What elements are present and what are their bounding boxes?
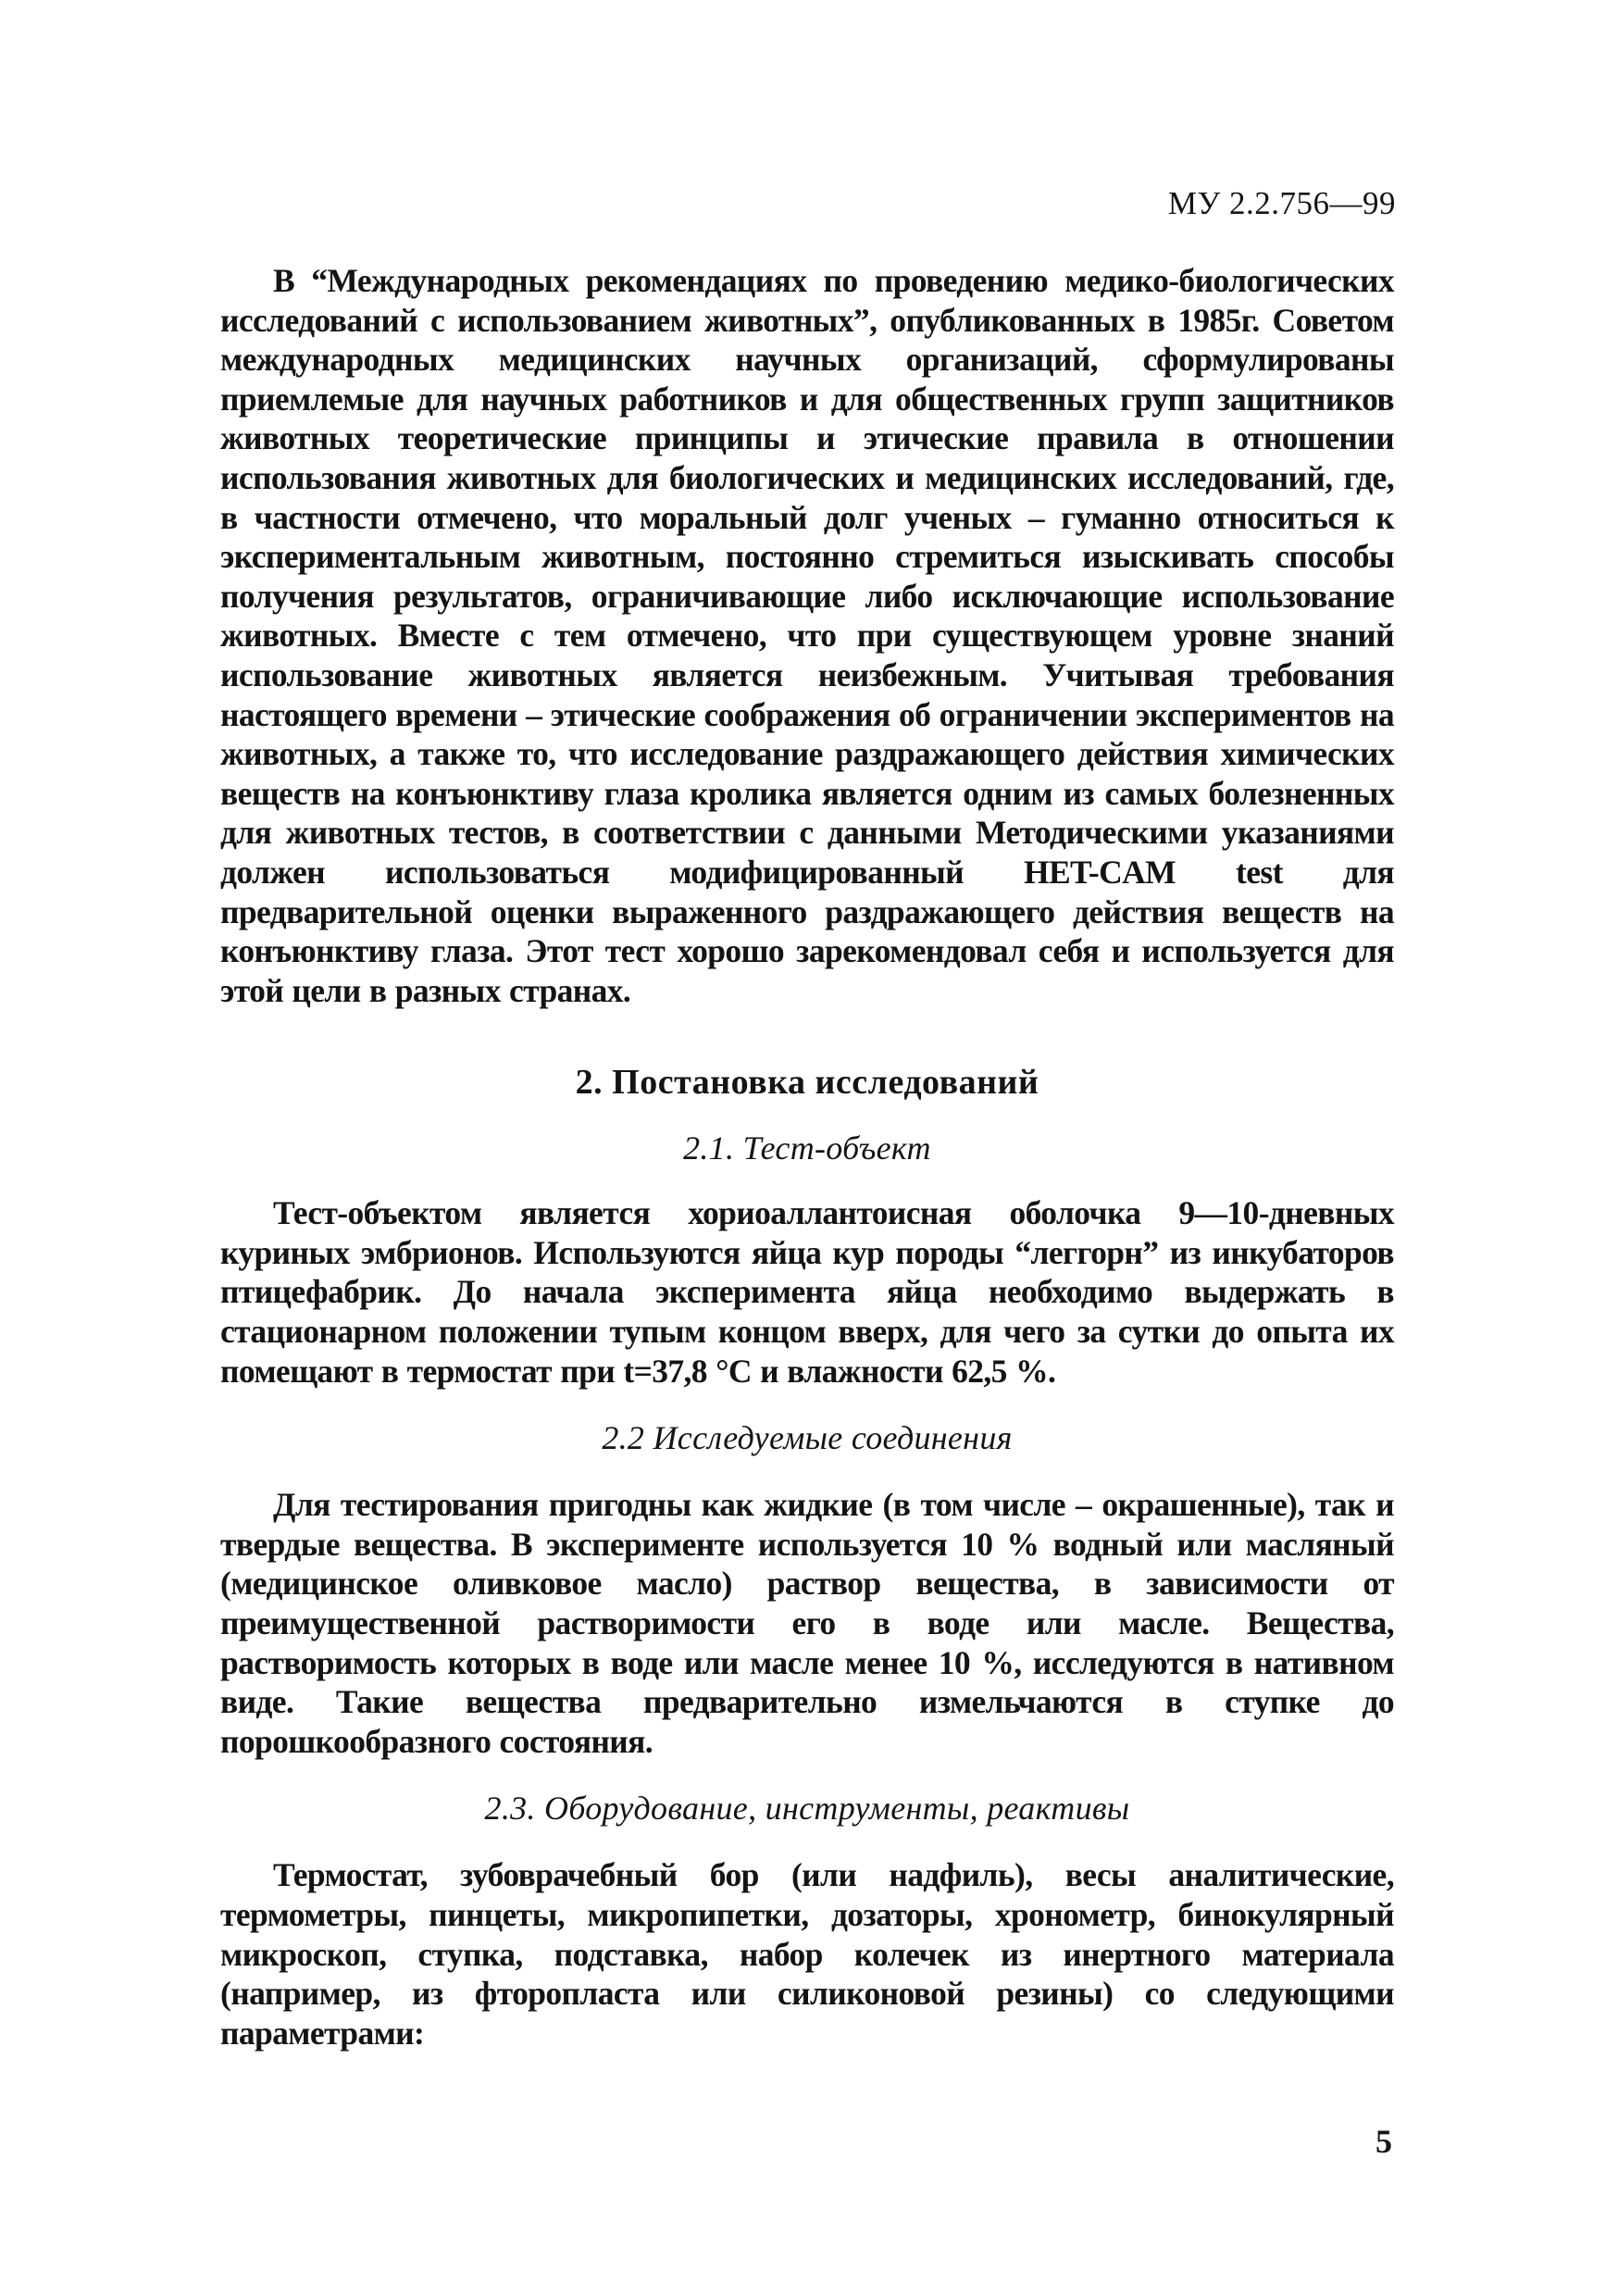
subsection-2-2-heading: 2.2 Исследуемые соединения: [602, 1419, 1013, 1457]
subsection-2-2-paragraph: Для тестирования пригодны как жидкие (в том числе – окрашенные), так и твердые вещества. В эксперименте используется 10 % водный или масляный (медицинское оливковое масло) раствор вещества, в зависимости от преимущественной растворимости его в воде или масле. Вещества, растворимость которых в воде или масле менее 10 %, исследуются в нативном виде. Такие вещества предварительно измельчаются в ступке до порошкообразного состояния.: [220, 1486, 1394, 1760]
section-2-heading: 2. Постановка исследований: [575, 1063, 1039, 1103]
subsection-2-1-heading: 2.1. Тест-объект: [683, 1129, 931, 1167]
intro-paragraph: В “Международных рекомендациях по проведению медико-биологических исследований с использованием животных”, опубликованных в 1985г. Советом международных медицинских научных организаций, сформулированы приемлемые для научных работников и для общественных групп защитников животных теоретические принципы и этические правила в отношении использования животных для биологических и медицинских исследований, где, в частности отмечено, что моральный долг ученых – гуманно относиться к экспериментальным животным, постоянно стремиться изыскивать способы получения результатов, ограничивающие либо исключающие использование животных. Вместе с тем отмечено, что при существующем уровне знаний использование животных является неизбежным. Учитывая требования настоящего времени – этические соображения об ограничении экспериментов на животных, а также то, что исследование раздражающего действия химических веществ на конъюнктиву глаза кролика является одним из самых болезненных для животных тестов, в соответствии с данными Методическими указаниями должен использоваться модифицированный HET-CAM test для предварительной оценки выраженного раздражающего действия веществ на конъюнктиву глаза. Этот тест хорошо зарекомендовал себя и используется для этой цели в разных странах.: [220, 262, 1394, 1009]
document-code: МУ 2.2.756—99: [1167, 185, 1396, 221]
page-number: 5: [1375, 2123, 1392, 2160]
page-content: [220, 261, 1394, 2053]
subsection-2-3-paragraph: Термостат, зубоврачебный бор (или надфиль), весы аналитические, термометры, пинцеты, микропипетки, дозаторы, хронометр, бинокулярный микроскоп, ступка, подставка, набор колечек из инертного материала (например, из фторопласта или силиконовой резины) со следующими параметрами:: [220, 1856, 1394, 2052]
subsection-2-1-paragraph: Тест-объектом является хориоаллантоисная оболочка 9—10-дневных куриных эмбрионов. Используются яйца кур породы “леггорн” из инкубаторов птицефабрик. До начала эксперимента яйца необходимо выдержать в стационарном положении тупым концом вверх, для чего за сутки до опыта их помещают в термостат при t=37,8 °С и влажности 62,5 %.: [220, 1194, 1394, 1390]
subsection-2-3-heading: 2.3. Оборудование, инструменты, реактивы: [484, 1790, 1130, 1828]
